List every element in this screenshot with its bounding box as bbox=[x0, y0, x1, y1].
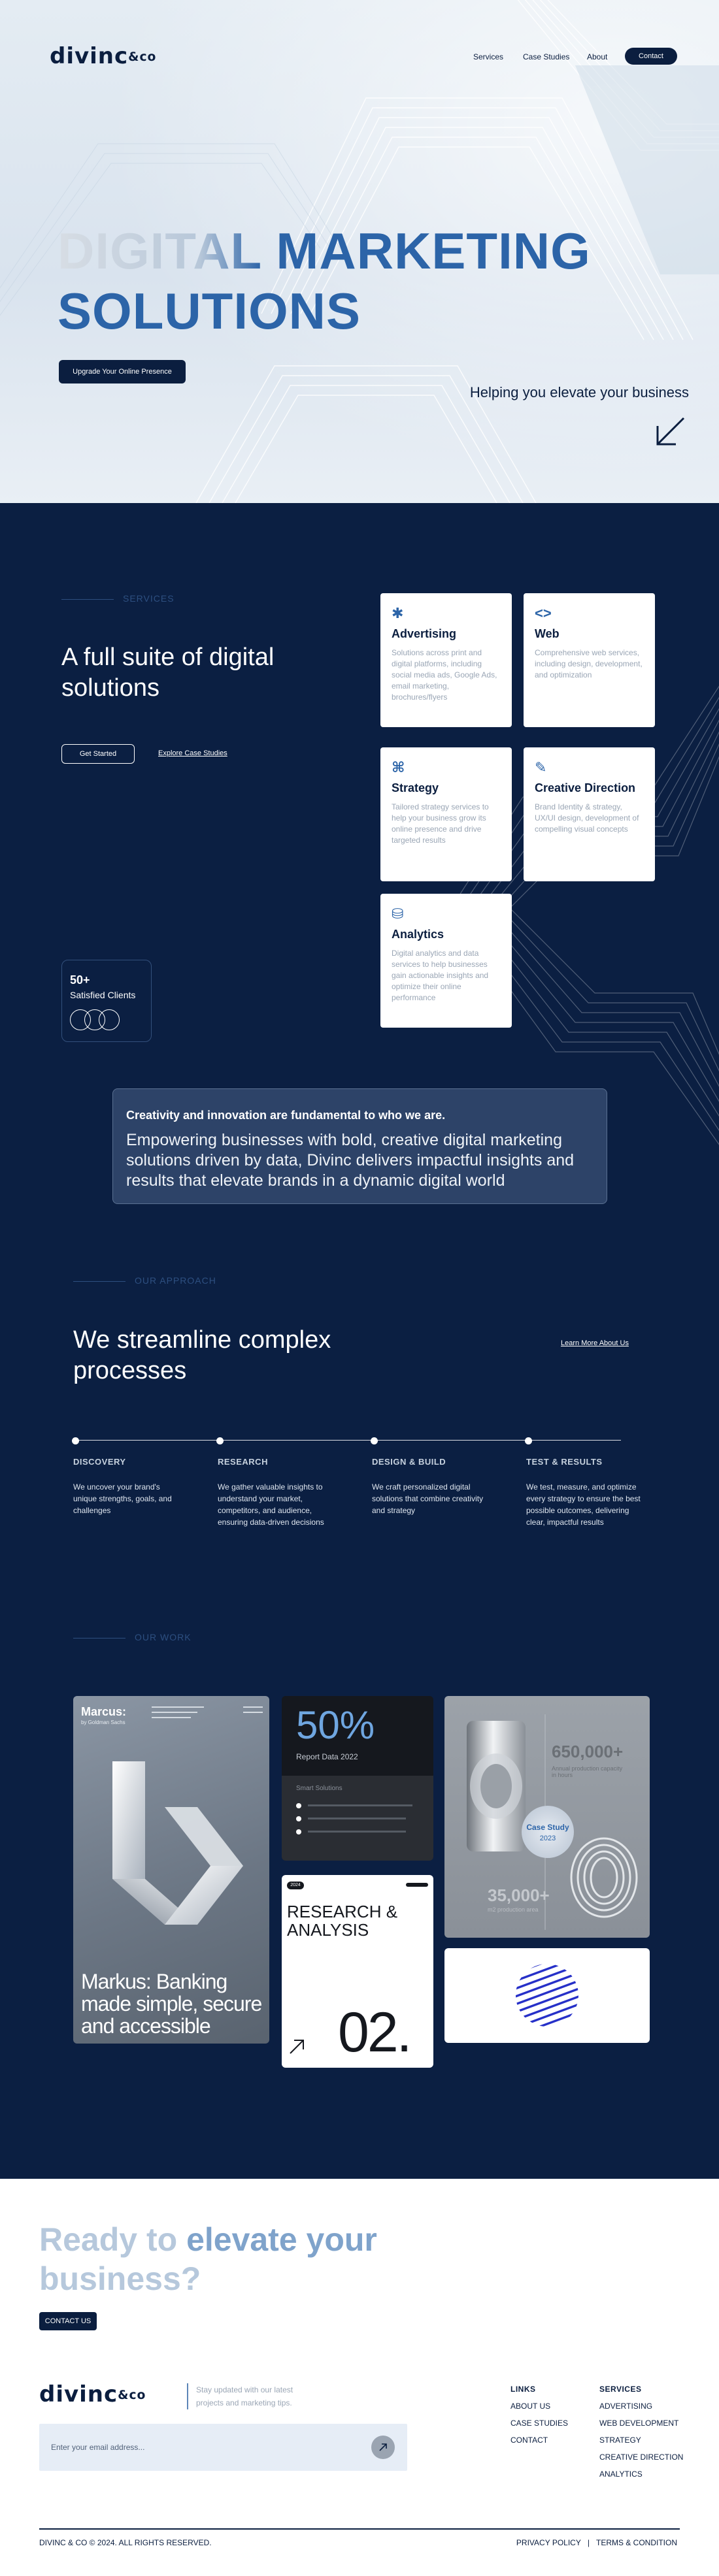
hero-title bbox=[58, 221, 591, 341]
case-badge-year: 2023 bbox=[539, 1834, 556, 1842]
service-card-desc: Brand Identity & strategy, UX/UI design, development of compelling visual concepts bbox=[535, 802, 639, 834]
service-card-title: Strategy bbox=[392, 781, 439, 794]
work-eyebrow: OUR WORK bbox=[73, 1632, 192, 1642]
timeline-dot bbox=[371, 1437, 378, 1444]
hero-title-line2: SOLUTIONS bbox=[58, 282, 361, 340]
cta-title-line2: business? bbox=[39, 2260, 201, 2297]
sphere-logo-graphic bbox=[514, 1963, 580, 2028]
command-icon: ⌘ bbox=[392, 759, 405, 775]
learn-more-link[interactable]: Learn More About Us bbox=[561, 1339, 629, 1347]
step-discovery bbox=[73, 1457, 184, 1516]
explore-case-studies-link[interactable]: Explore Case Studies bbox=[158, 749, 227, 757]
timeline-dot bbox=[216, 1437, 224, 1444]
copyright: DIVINC & CO © 2024. ALL RIGHTS RESERVED. bbox=[39, 2538, 212, 2547]
footer-link-about-us[interactable]: ABOUT US bbox=[510, 2402, 551, 2411]
privacy-policy-link[interactable]: PRIVACY POLICY bbox=[516, 2538, 581, 2547]
step-title: RESEARCH bbox=[218, 1457, 268, 1467]
step-title: DISCOVERY bbox=[73, 1457, 126, 1467]
footer-divider bbox=[39, 2528, 680, 2530]
service-card-title: Advertising bbox=[392, 627, 457, 640]
case-stat-2-label: m2 production area bbox=[488, 1906, 539, 1913]
logo-wordmark: divinc bbox=[39, 2381, 118, 2407]
edit-icon: ✎ bbox=[535, 759, 547, 775]
stats-list-bullet bbox=[296, 1803, 301, 1808]
get-started-button[interactable]: Get Started bbox=[61, 744, 135, 764]
stats-big-number: 50% bbox=[296, 1703, 375, 1747]
step-design-build bbox=[372, 1457, 496, 1516]
case-badge-label: Case Study bbox=[526, 1823, 569, 1832]
legal-separator: | bbox=[587, 2538, 590, 2547]
timeline-dot bbox=[525, 1437, 532, 1444]
service-card-desc: Comprehensive web services, including design, development, and optimization bbox=[535, 648, 643, 679]
footer-services-title: SERVICES bbox=[599, 2385, 642, 2394]
case-stat-2: 35,000+ bbox=[488, 1885, 550, 1905]
service-card-web[interactable] bbox=[524, 593, 655, 727]
arrow-up-right-icon bbox=[288, 2038, 305, 2055]
step-desc: We craft personalized digital solutions that combine creativity and strategy bbox=[372, 1482, 484, 1515]
service-card-desc: Tailored strategy services to help your business grow its online presence and drive targeted results bbox=[392, 802, 489, 845]
step-title: TEST & RESULTS bbox=[526, 1457, 603, 1467]
footer-link-creative-direction[interactable]: CREATIVE DIRECTION bbox=[599, 2453, 684, 2462]
service-card-advertising[interactable] bbox=[380, 593, 512, 727]
service-card-title: Analytics bbox=[392, 928, 444, 941]
step-title: DESIGN & BUILD bbox=[372, 1457, 446, 1467]
service-card-strategy[interactable] bbox=[380, 747, 512, 881]
stats-list-line bbox=[308, 1804, 412, 1806]
email-subscribe-box bbox=[39, 2424, 407, 2471]
clients-label: Satisfied Clients bbox=[70, 990, 136, 1000]
arrow-down-left-icon bbox=[654, 416, 686, 448]
nav-link-services[interactable]: Services bbox=[473, 52, 504, 61]
logo-amp: &co bbox=[118, 2389, 146, 2402]
stats-list-line bbox=[308, 1831, 406, 1833]
markus-text-line bbox=[152, 1712, 197, 1713]
logo[interactable] bbox=[50, 43, 156, 69]
service-card-title: Creative Direction bbox=[535, 781, 636, 794]
approach-eyebrow: OUR APPROACH bbox=[73, 1275, 216, 1286]
mission-body: Empowering businesses with bold, creative digital marketing solutions driven by data, Divinc delivers impactful insights and results that elevate brands in a dynamic digital world bbox=[126, 1131, 575, 1190]
markus-ribbon-graphic bbox=[99, 1748, 250, 1944]
footer-link-web-development[interactable]: WEB DEVELOPMENT bbox=[599, 2419, 679, 2428]
arrow-up-right-icon bbox=[378, 2442, 388, 2453]
code-icon: <> bbox=[535, 605, 552, 621]
footer-link-analytics[interactable]: ANALYTICS bbox=[599, 2470, 643, 2479]
approach-title: We streamline complex processes bbox=[73, 1326, 331, 1384]
nav-link-about[interactable]: About bbox=[587, 52, 608, 61]
step-test-results bbox=[526, 1457, 643, 1528]
work-card-research[interactable] bbox=[282, 1875, 433, 2068]
markus-text-line bbox=[243, 1712, 263, 1713]
work-card-stats[interactable] bbox=[282, 1696, 433, 1861]
footer-services-column bbox=[599, 2385, 683, 2479]
dark-section bbox=[0, 503, 719, 2179]
submit-email-button[interactable] bbox=[371, 2436, 395, 2459]
satisfied-clients-card bbox=[61, 960, 152, 1042]
hero-section bbox=[0, 0, 719, 503]
avatar bbox=[99, 1009, 120, 1030]
work-card-sphere[interactable] bbox=[444, 1948, 650, 2043]
service-card-desc: Solutions across print and digital platforms, including social media ads, Google Ads, email marketing, brochures/flyers bbox=[392, 648, 497, 702]
markus-brand: Marcus: bbox=[81, 1705, 127, 1718]
step-research bbox=[218, 1457, 334, 1528]
services-title: A full suite of digital solutions bbox=[61, 644, 275, 702]
service-card-analytics[interactable] bbox=[380, 894, 512, 1028]
timeline-line bbox=[73, 1440, 621, 1441]
cta-title-part2: elevate your bbox=[186, 2221, 377, 2258]
logo-amp: &co bbox=[128, 50, 157, 64]
hero-tagline: Helping you elevate your business bbox=[469, 384, 689, 400]
footer-links-title: LINKS bbox=[510, 2385, 536, 2394]
footer-link-contact[interactable]: CONTACT bbox=[510, 2436, 548, 2445]
footer-links-column bbox=[510, 2385, 568, 2445]
services-eyebrow: SERVICES bbox=[61, 593, 175, 604]
service-card-title: Web bbox=[535, 627, 560, 640]
timeline-dot bbox=[72, 1437, 79, 1444]
case-study-badge bbox=[522, 1806, 574, 1858]
research-number: 02. bbox=[338, 2001, 410, 2064]
stats-report-label: Report Data 2022 bbox=[296, 1752, 358, 1761]
footer-link-case-studies[interactable]: CASE STUDIES bbox=[510, 2419, 569, 2428]
contact-us-button[interactable]: CONTACT US bbox=[39, 2312, 97, 2330]
mission-panel bbox=[112, 1088, 607, 1204]
markus-text-line bbox=[243, 1706, 263, 1708]
step-desc: We test, measure, and optimize every strategy to ensure the best possible outcomes, delivering clear, impactful results bbox=[526, 1482, 641, 1527]
cta-title-part1: Ready to bbox=[39, 2221, 187, 2258]
nav-link-case-studies[interactable]: Case Studies bbox=[523, 52, 570, 61]
markus-byline: by Goldman Sachs bbox=[81, 1720, 125, 1725]
client-avatars bbox=[70, 1009, 143, 1030]
mission-lead: Creativity and innovation are fundamental to who we are. bbox=[126, 1109, 446, 1122]
research-title: RESEARCH & ANALYSIS bbox=[287, 1902, 398, 1940]
footer-logo[interactable] bbox=[39, 2381, 146, 2407]
work-card-case-study[interactable] bbox=[444, 1696, 650, 1938]
footer-link-advertising[interactable]: ADVERTISING bbox=[599, 2402, 653, 2411]
asterisk-icon: ✱ bbox=[392, 605, 404, 621]
case-stat-1: 650,000+ bbox=[552, 1742, 624, 1761]
stats-list-title: Smart Solutions bbox=[296, 1785, 343, 1792]
hero-title-line1: MARKETING bbox=[261, 222, 591, 280]
research-header-pill bbox=[406, 1883, 428, 1887]
database-icon: ⛁ bbox=[392, 905, 404, 922]
hero-title-faded-word: DIGITAL bbox=[58, 222, 261, 280]
stats-list-bullet bbox=[296, 1816, 301, 1821]
cta-title bbox=[39, 2220, 377, 2298]
upgrade-presence-button[interactable]: Upgrade Your Online Presence bbox=[59, 360, 186, 383]
logo-wordmark: divinc bbox=[50, 43, 129, 69]
markus-headline: Markus: Banking made simple, secure and accessible bbox=[81, 1970, 262, 2038]
case-stat-1-label: Annual production capacity in hours bbox=[552, 1765, 623, 1778]
newsletter-text: Stay updated with our latest projects and marketing tips. bbox=[187, 2383, 311, 2409]
markus-text-line bbox=[152, 1717, 191, 1718]
terms-link[interactable]: TERMS & CONDITION bbox=[595, 2538, 677, 2547]
stats-list-panel bbox=[282, 1776, 433, 1861]
contact-button[interactable]: Contact bbox=[625, 48, 677, 65]
service-card-creative-direction[interactable] bbox=[524, 747, 655, 881]
stats-list-bullet bbox=[296, 1829, 301, 1834]
footer-link-strategy[interactable]: STRATEGY bbox=[599, 2436, 641, 2445]
work-card-markus[interactable] bbox=[73, 1696, 269, 2044]
email-input[interactable] bbox=[51, 2439, 345, 2455]
research-tag: 2024 bbox=[287, 1882, 304, 1889]
service-card-desc: Digital analytics and data services to help businesses gain actionable insights and optimize their online performance bbox=[392, 949, 489, 1002]
top-nav bbox=[0, 0, 719, 111]
markus-text-line bbox=[152, 1706, 204, 1708]
step-desc: We uncover your brand's unique strengths, goals, and challenges bbox=[73, 1482, 172, 1515]
step-desc: We gather valuable insights to understand your market, competitors, and audience, ensuring data-driven decisions bbox=[218, 1482, 324, 1527]
legal-links bbox=[516, 2538, 677, 2547]
stats-list-line bbox=[308, 1818, 406, 1819]
clients-count: 50+ bbox=[70, 973, 90, 986]
